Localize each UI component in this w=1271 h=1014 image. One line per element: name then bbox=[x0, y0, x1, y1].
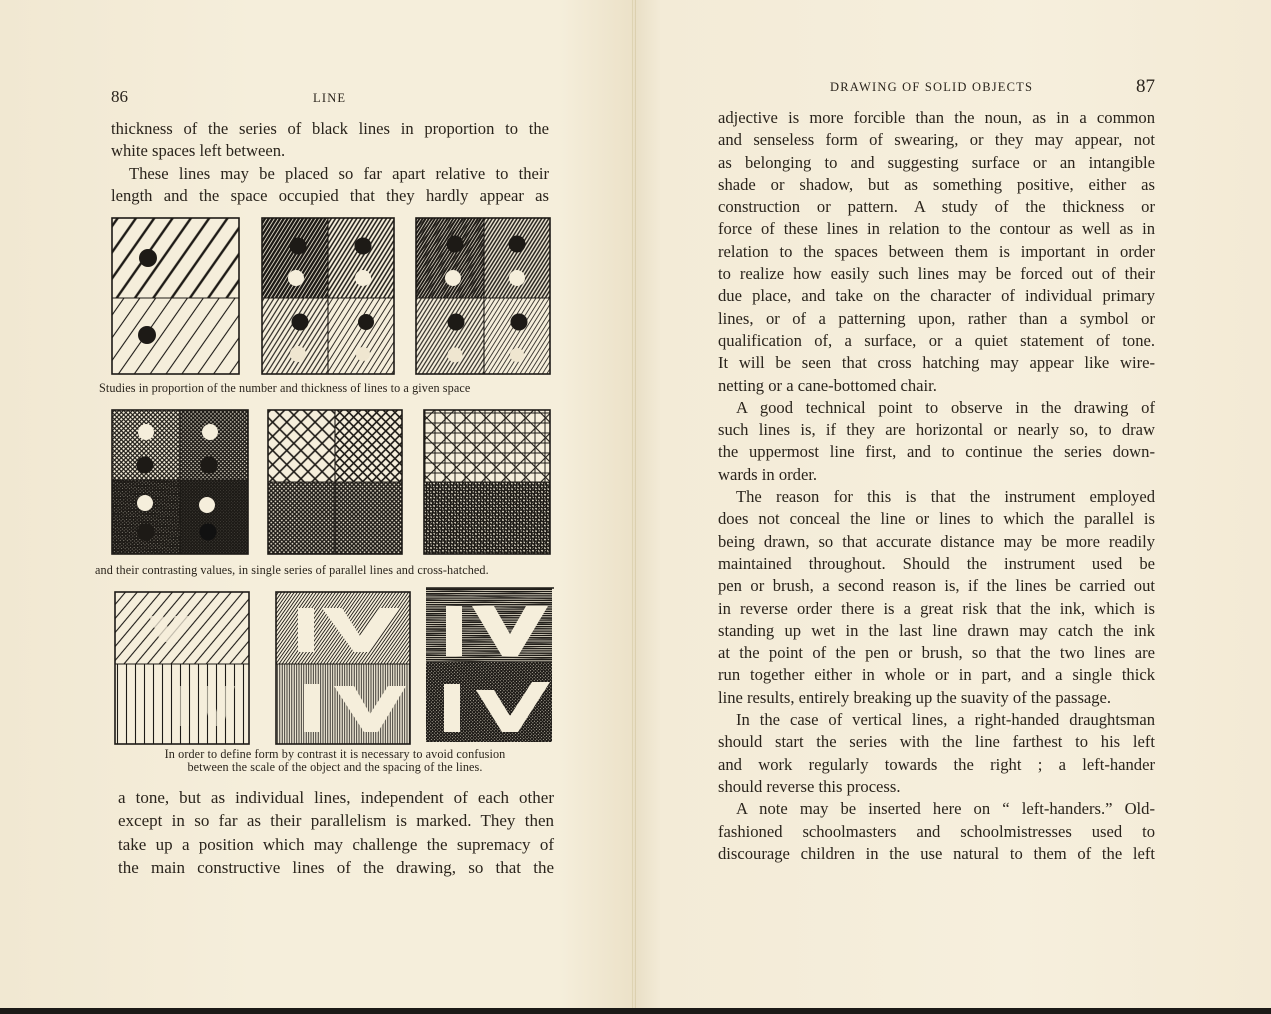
white-dot bbox=[138, 424, 154, 440]
text-line: the uppermost line first, and to continue the series down- bbox=[718, 442, 1155, 462]
text-line: construction or pattern. A study of the thickness or bbox=[718, 197, 1155, 217]
white-dot bbox=[510, 348, 524, 362]
text-line: at the point of the pen or brush, so that the two lines are bbox=[718, 643, 1155, 663]
black-dot bbox=[511, 314, 528, 331]
letter-I-shape bbox=[446, 606, 462, 656]
text-line: relation to the spaces between them is important in order bbox=[718, 241, 1155, 261]
white-dot bbox=[137, 495, 153, 511]
book-gutter bbox=[632, 0, 636, 1008]
hatch-layer bbox=[112, 298, 239, 374]
black-dot bbox=[139, 249, 157, 267]
letter-I-shape bbox=[444, 684, 460, 732]
hatch-layer bbox=[424, 482, 550, 554]
text-line: does not conceal the line or lines to which the parallel is bbox=[718, 509, 1155, 529]
black-dot bbox=[509, 236, 526, 253]
caption-line: In order to define form by contrast it is necessary to avoid confusion bbox=[164, 747, 506, 761]
text-line: It will be seen that cross hatching may appear like wire- bbox=[718, 353, 1155, 373]
running-head: DRAWING OF SOLID OBJECTS bbox=[830, 80, 1034, 94]
hatch-layer bbox=[484, 298, 550, 374]
text-line: In the case of vertical lines, a right-handed draughtsman bbox=[736, 710, 1155, 730]
letter-I-shape bbox=[304, 684, 320, 732]
text-line: qualification of, a surface, or a quiet statement of tone. bbox=[718, 330, 1155, 350]
text-line: line results, entirely breaking up the suavity of the passage. bbox=[718, 687, 1112, 707]
page-number: 87 bbox=[1136, 76, 1155, 97]
text-line: white spaces left between. bbox=[111, 141, 286, 161]
text-line: a tone, but as individual lines, independent of each other bbox=[118, 788, 554, 807]
white-dot bbox=[199, 497, 215, 513]
letter-I-shape bbox=[298, 608, 314, 652]
text-line: thickness of the series of black lines in proportion to the bbox=[111, 119, 549, 138]
text-line: lines, or of a patterning upon, rather than a symbol or bbox=[718, 308, 1155, 328]
text-line: as belonging to and suggesting surface or an intangible bbox=[718, 152, 1155, 172]
text-line: adjective is more forcible than the noun, as in a common bbox=[718, 108, 1155, 127]
white-dot bbox=[356, 347, 370, 361]
text-line: wards in order. bbox=[718, 464, 818, 484]
figure-caption: Studies in proportion of the number and thickness of lines to a given space bbox=[99, 381, 471, 395]
hatch-layer bbox=[262, 218, 328, 298]
black-dot bbox=[201, 457, 218, 474]
white-dot bbox=[200, 524, 217, 541]
hatch-layer bbox=[416, 298, 484, 374]
white-dot bbox=[448, 348, 463, 363]
text-line: except in so far as their parallelism is marked. They then bbox=[118, 811, 554, 831]
text-line: run together either in whole or in part, and a single thick bbox=[718, 665, 1155, 685]
page-number: 86 bbox=[111, 87, 128, 106]
black-dot bbox=[358, 314, 374, 330]
text-line: fashioned schoolmasters and schoolmistresses used to bbox=[718, 821, 1155, 841]
figure-form-by-contrast bbox=[113, 586, 563, 748]
white-dot bbox=[202, 424, 218, 440]
hatch-layer bbox=[424, 410, 550, 482]
running-head: LINE bbox=[313, 91, 347, 105]
white-dot bbox=[288, 270, 304, 286]
text-line: should start the series with the line farthest to his left bbox=[718, 732, 1155, 752]
text-line: length and the space occupied that they hardly appear as bbox=[111, 185, 549, 205]
text-line: A good technical point to observe in the drawing of bbox=[736, 397, 1155, 417]
black-dot bbox=[448, 314, 465, 331]
body-text-bottom bbox=[118, 786, 554, 879]
white-dot bbox=[290, 346, 306, 362]
text-line: pen or brush, a second reason is, if the lines be carried out bbox=[718, 576, 1155, 596]
text-line: discourage children in the use natural to them of the left bbox=[718, 843, 1155, 863]
black-dot bbox=[138, 326, 156, 344]
black-dot bbox=[292, 314, 309, 331]
hatch-layer bbox=[262, 298, 328, 374]
hatch-layer bbox=[268, 410, 335, 482]
text-line: netting or a cane-bottomed chair. bbox=[718, 375, 937, 395]
caption-line: between the scale of the object and the spacing of the lines. bbox=[187, 760, 483, 774]
figure-proportion-studies bbox=[110, 216, 560, 378]
text-line: in reverse order there is a great risk that the ink, which is bbox=[718, 598, 1155, 618]
scan-bottom-edge bbox=[0, 1008, 1271, 1014]
figure-contrasting-values bbox=[110, 408, 560, 558]
text-line: take up a position which may challenge the supremacy of bbox=[118, 834, 554, 854]
figure-row-form-by-contrast bbox=[113, 586, 563, 748]
text-line: and work regularly towards the right ; a left-hander bbox=[718, 754, 1155, 774]
figure-row-proportion-studies bbox=[110, 216, 560, 378]
text-line: These lines may be placed so far apart relative to their bbox=[129, 163, 549, 183]
white-dot bbox=[509, 270, 525, 286]
text-line: should reverse this process. bbox=[718, 776, 901, 796]
text-line: maintained throughout. Should the instrument used be bbox=[718, 553, 1155, 573]
text-line: The reason for this is that the instrument employed bbox=[736, 487, 1155, 507]
hatch-layer bbox=[335, 410, 402, 482]
hatch-layer bbox=[328, 298, 394, 374]
text-line: A note may be inserted here on “ left-handers.” Old- bbox=[736, 799, 1155, 819]
hatch-layer bbox=[328, 218, 394, 298]
white-dot bbox=[445, 270, 461, 286]
figure-caption: and their contrasting values, in single series of parallel lines and cross-hatched. bbox=[95, 563, 489, 577]
hatch-layer bbox=[112, 218, 239, 298]
black-dot bbox=[290, 238, 307, 255]
figure-row-contrasting-values bbox=[110, 408, 560, 558]
body-text bbox=[718, 107, 1155, 865]
text-line: such lines is, if they are horizontal or nearly so, to draw bbox=[718, 420, 1155, 440]
text-line: and senseless form of swearing, or they may appear, not bbox=[718, 130, 1155, 150]
hatch-layer bbox=[416, 218, 484, 298]
text-line: due place, and take on the character of individual primary bbox=[718, 286, 1155, 306]
black-dot bbox=[355, 238, 372, 255]
text-line: to realize how easily such lines may be forced out of their bbox=[718, 264, 1155, 284]
text-line: force of these lines in relation to the contour as well as in bbox=[718, 219, 1155, 239]
black-dot bbox=[137, 457, 154, 474]
figure-caption bbox=[100, 748, 570, 774]
text-line: being drawn, so that accurate distance may be more readily bbox=[718, 531, 1155, 551]
text-line: the main constructive lines of the drawing, so that the bbox=[118, 857, 554, 877]
hatch-layer bbox=[112, 480, 180, 554]
text-line: standing up wet in the last line drawn may catch the ink bbox=[718, 620, 1155, 640]
body-text-top bbox=[111, 118, 549, 207]
text-line: shade or shadow, but as something positive, either as bbox=[718, 174, 1155, 194]
hatch-layer bbox=[180, 480, 248, 554]
white-dot bbox=[355, 270, 371, 286]
black-dot bbox=[138, 524, 155, 541]
black-dot bbox=[447, 236, 464, 253]
